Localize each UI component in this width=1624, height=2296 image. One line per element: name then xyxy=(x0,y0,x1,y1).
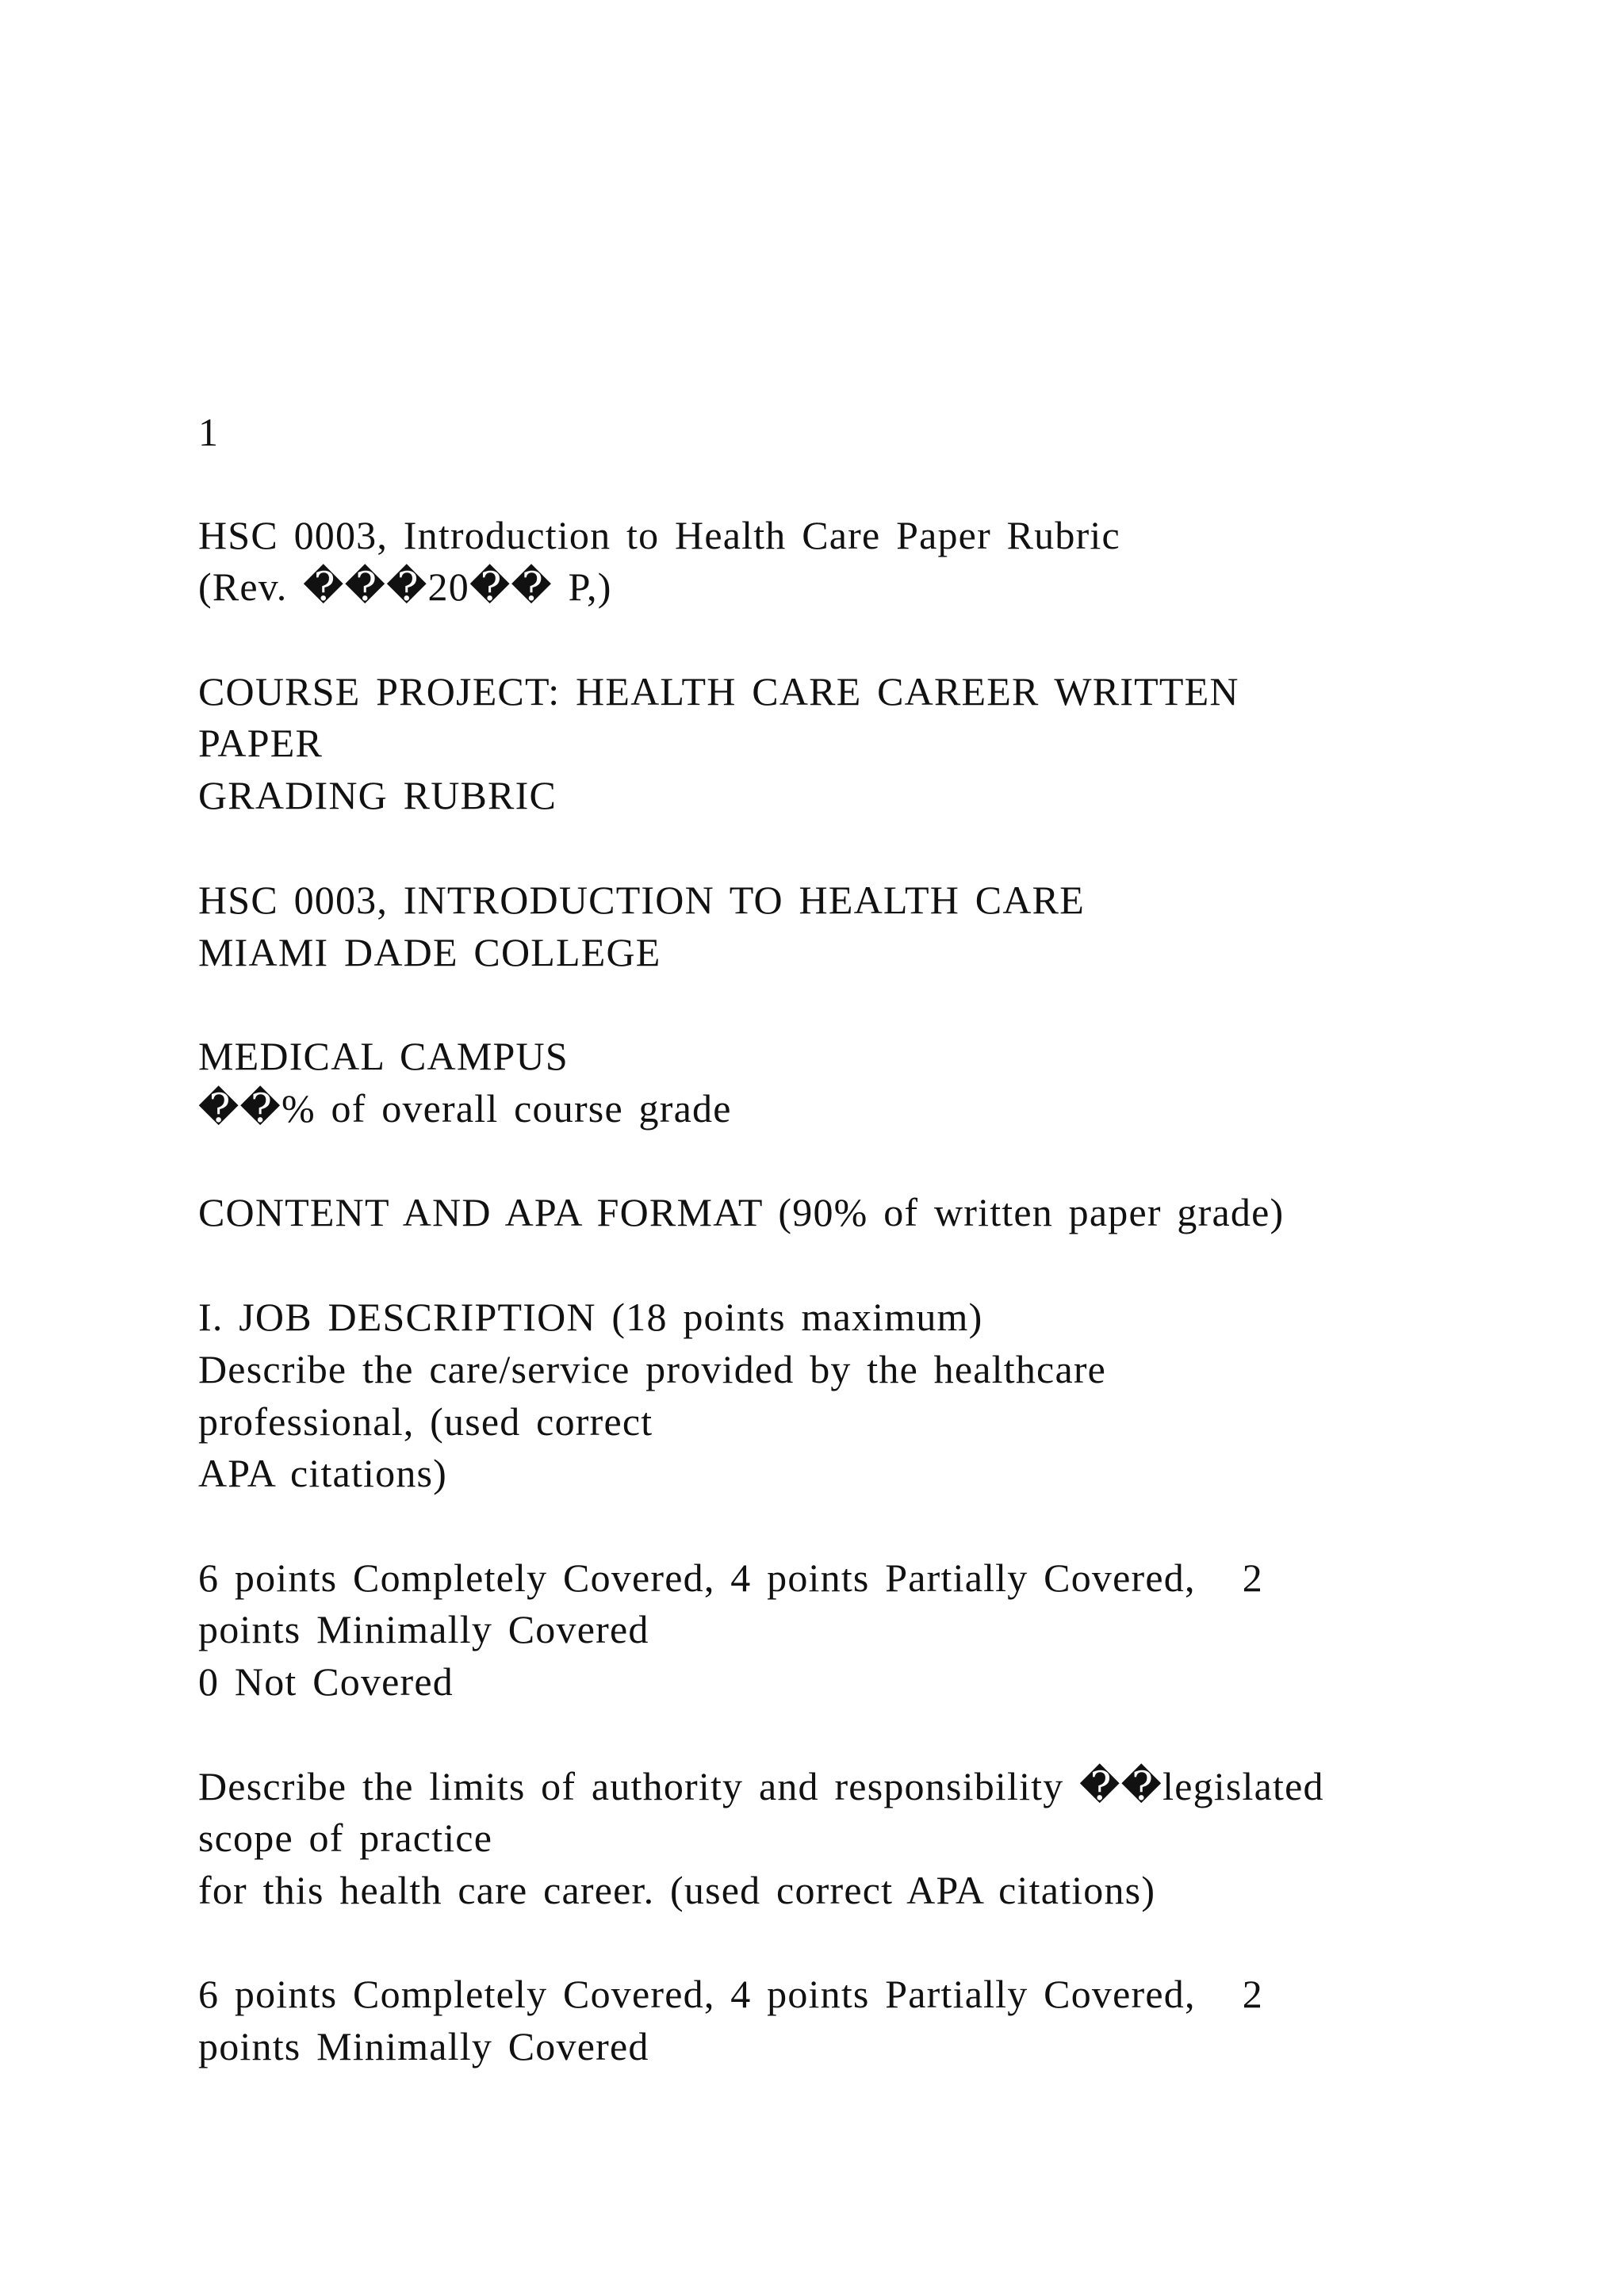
project-title-line-1: COURSE PROJECT: HEALTH CARE CAREER WRITTEN xyxy=(198,669,1239,714)
item1-line-1: Describe the care/service provided by the healthcare xyxy=(198,1347,1107,1391)
course-title: HSC 0003, Introduction to Health Care Paper Rubric xyxy=(198,513,1120,557)
revision-note: (Rev. ���20�� P,) xyxy=(198,564,612,609)
item1-line-3: APA citations) xyxy=(198,1451,448,1495)
item1-line-2: professional, (used correct xyxy=(198,1399,653,1444)
scoring2-line-1: 6 points Completely Covered, 4 points Partially Covered, 2 xyxy=(198,1972,1263,2016)
grade-weight: ��% of overall course grade xyxy=(198,1086,732,1131)
institution-college: MIAMI DADE COLLEGE xyxy=(198,930,661,974)
scoring1-line-3: 0 Not Covered xyxy=(198,1659,454,1704)
scoring2-line-2: points Minimally Covered xyxy=(198,2024,649,2068)
item2-line-2: scope of practice xyxy=(198,1816,493,1860)
project-title-line-2: PAPER xyxy=(198,721,324,765)
project-title-line-3: GRADING RUBRIC xyxy=(198,773,557,817)
section-heading: CONTENT AND APA FORMAT (90% of written paper grade) xyxy=(198,1190,1285,1234)
scoring1-line-1: 6 points Completely Covered, 4 points Partially Covered, 2 xyxy=(198,1556,1263,1600)
item2-line-3: for this health care career. (used correct APA citations) xyxy=(198,1868,1156,1912)
page-number: 1 xyxy=(198,410,220,454)
scoring1-line-2: points Minimally Covered xyxy=(198,1607,649,1651)
job-description-heading: I. JOB DESCRIPTION (18 points maximum) xyxy=(198,1295,983,1339)
campus-name: MEDICAL CAMPUS xyxy=(198,1034,569,1078)
institution-course: HSC 0003, INTRODUCTION TO HEALTH CARE xyxy=(198,878,1085,922)
item2-line-1: Describe the limits of authority and responsibility ��legislated xyxy=(198,1764,1324,1808)
